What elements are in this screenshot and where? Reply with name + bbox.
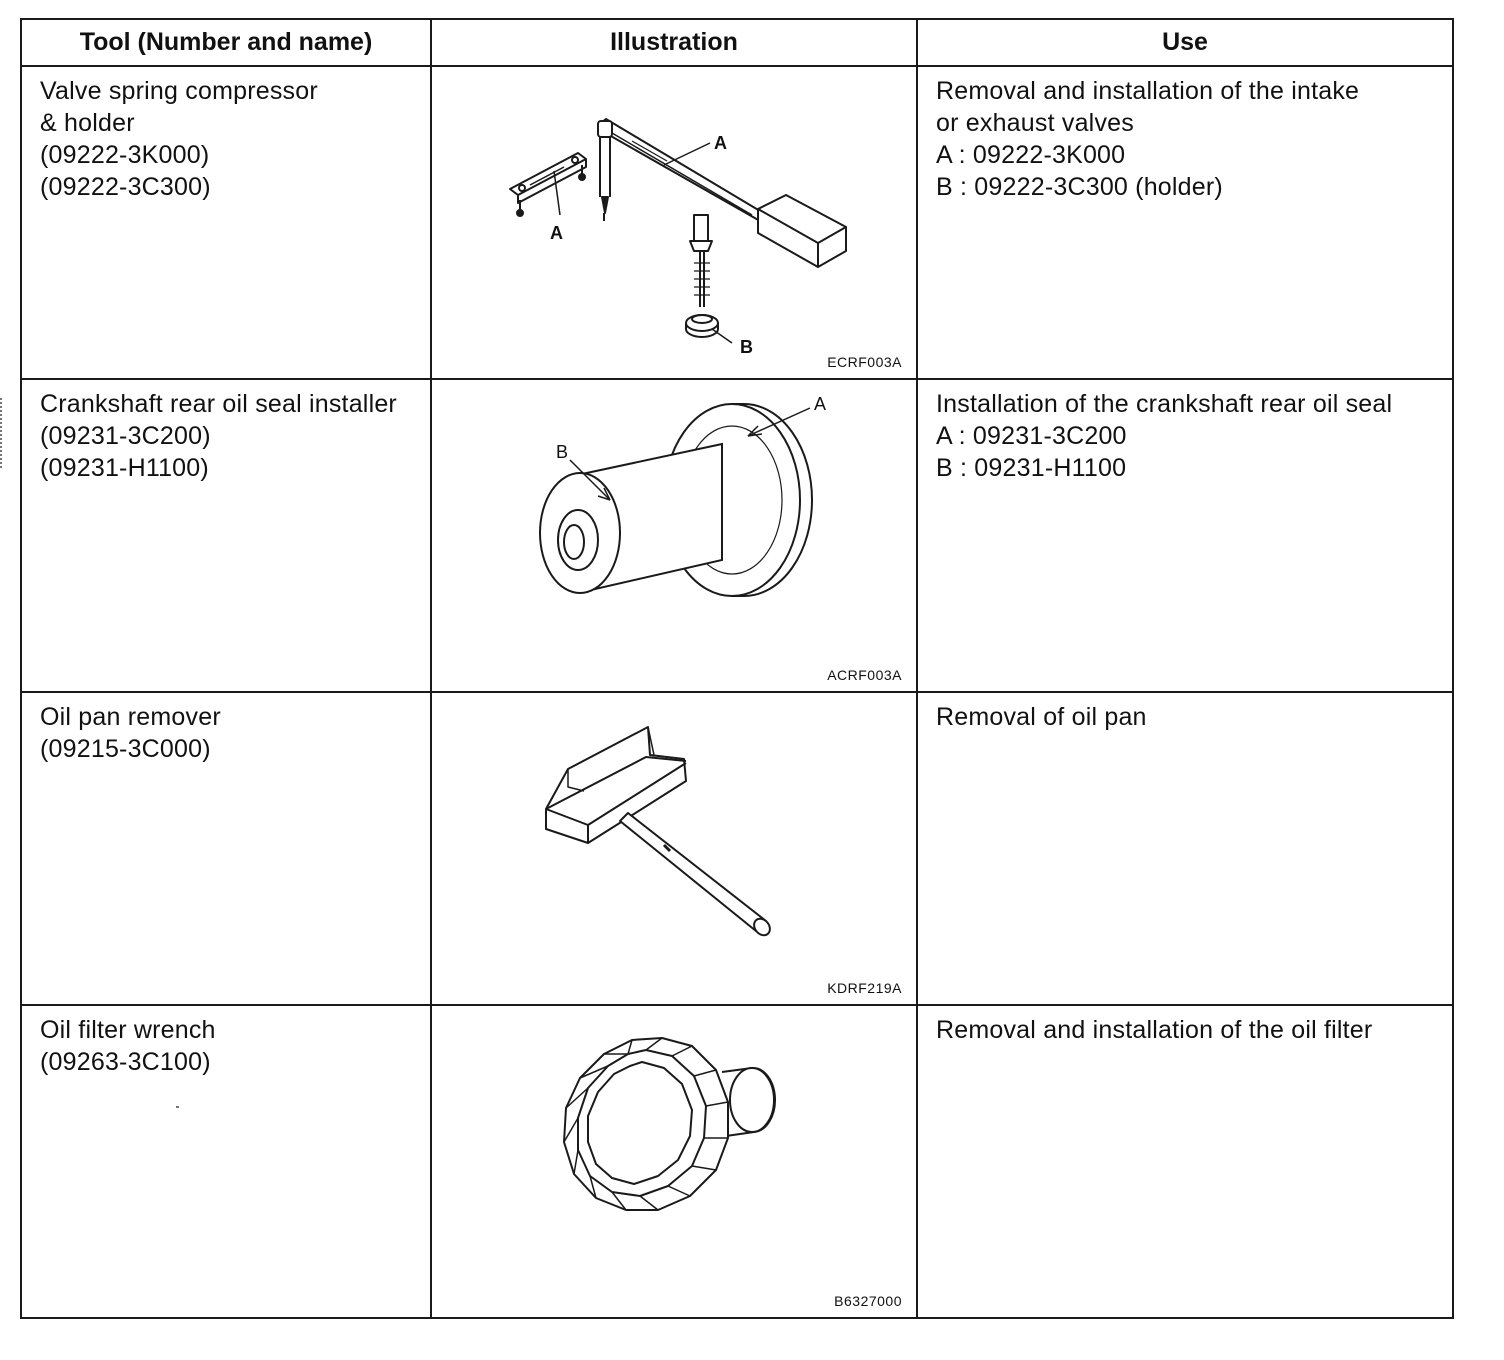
- use-cell: [917, 692, 1453, 1005]
- use-text: Removal of oil pan: [936, 703, 1147, 731]
- use-text: Removal and installation of the intake or exhaust valves A : 09222-3K000 B : 09222-3C300 (holder): [936, 77, 1360, 201]
- tool-name: Valve spring compressor & holder (09222-3K000) (09222-3C300): [40, 77, 318, 201]
- special-tools-table: [20, 18, 1454, 1319]
- callout-b: B: [556, 442, 569, 462]
- figure-code: B6327000: [834, 1293, 902, 1309]
- callout-a: A: [814, 394, 827, 414]
- tool-cell: [21, 692, 431, 1005]
- table-row: [21, 66, 1453, 379]
- table-row: [21, 379, 1453, 692]
- callout-a-lower: A: [550, 223, 563, 243]
- tool-name: Oil filter wrench (09263-3C100): [40, 1016, 216, 1076]
- table-row: [21, 1005, 1453, 1318]
- figure-code: KDRF219A: [827, 980, 902, 996]
- use-text: Installation of the crankshaft rear oil seal A : 09231-3C200 B : 09231-H1100: [936, 390, 1393, 482]
- illustration-cell: [431, 1005, 917, 1318]
- use-cell: [917, 1005, 1453, 1318]
- oil-seal-installer-illustration: [432, 380, 918, 691]
- tool-name: Oil pan remover (09215-3C000): [40, 703, 221, 763]
- illustration-cell: [431, 692, 917, 1005]
- oil-pan-remover-illustration: [432, 693, 918, 1004]
- tool-cell: [21, 379, 431, 692]
- tool-name: Crankshaft rear oil seal installer (09231-3C200) (09231-H1100): [40, 390, 397, 482]
- illustration-cell: [431, 66, 917, 379]
- use-cell: [917, 66, 1453, 379]
- illustration-cell: [431, 379, 917, 692]
- tool-cell: [21, 1005, 431, 1318]
- header-tool: Tool (Number and name): [21, 19, 431, 66]
- table-row: [21, 692, 1453, 1005]
- callout-a-upper: A: [714, 133, 727, 153]
- tool-cell: [21, 66, 431, 379]
- figure-code: ECRF003A: [827, 354, 902, 370]
- header-illustration: Illustration: [431, 19, 917, 66]
- oil-filter-wrench-illustration: [432, 1006, 918, 1317]
- callout-b: B: [740, 337, 753, 357]
- figure-code: ACRF003A: [827, 667, 902, 683]
- header-use: Use: [917, 19, 1453, 66]
- use-text: Removal and installation of the oil filter: [936, 1016, 1373, 1044]
- use-cell: [917, 379, 1453, 692]
- margin-mark: [0, 398, 5, 468]
- valve-spring-compressor-illustration: [432, 67, 918, 378]
- table-header-row: [21, 19, 1453, 66]
